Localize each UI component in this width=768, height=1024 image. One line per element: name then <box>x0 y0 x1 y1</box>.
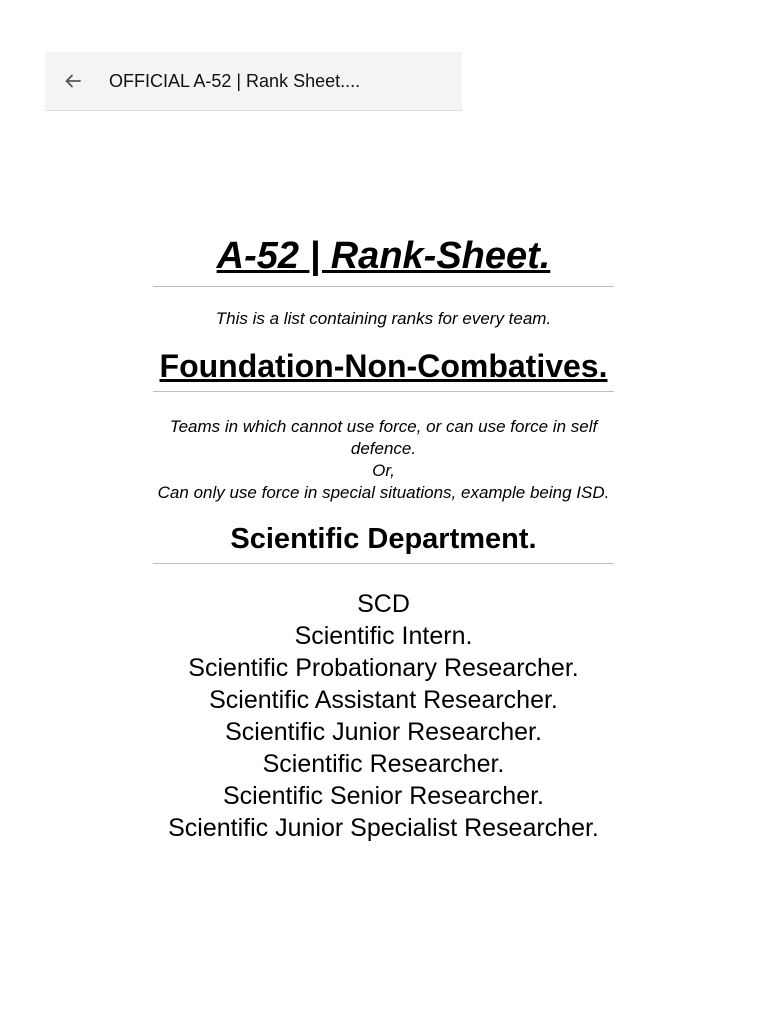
divider <box>153 286 614 287</box>
viewer-header <box>45 52 462 111</box>
description-line: Teams in which cannot use force, or can use force in self defence. <box>169 417 598 458</box>
rank-item: Scientific Junior Researcher. <box>225 718 542 746</box>
rank-item: SCD <box>357 590 410 618</box>
rank-item: Scientific Researcher. <box>262 750 505 778</box>
back-button[interactable] <box>45 52 101 111</box>
description-line: Or, <box>372 461 395 480</box>
rank-item: Scientific Assistant Researcher. <box>209 686 558 714</box>
rank-item: Scientific Senior Researcher. <box>223 782 544 810</box>
rank-item: Scientific Probationary Researcher. <box>188 654 579 682</box>
divider <box>153 391 614 392</box>
arrow-left-icon <box>63 71 83 91</box>
rank-list <box>153 588 614 844</box>
page-title: A-52 | Rank-Sheet. <box>216 235 551 277</box>
document-name: OFFICIAL A-52 | Rank Sheet.... <box>109 70 361 91</box>
department-title: Scientific Department. <box>230 523 537 555</box>
intro-text: This is a list containing ranks for every team. <box>215 309 552 328</box>
description-line: Can only use force in special situations, example being ISD. <box>157 483 610 502</box>
divider <box>153 563 614 564</box>
document-page <box>153 230 614 844</box>
rank-item: Scientific Intern. <box>294 622 473 650</box>
rank-item: Scientific Junior Specialist Researcher. <box>168 814 599 842</box>
section-title: Foundation-Non-Combatives. <box>159 348 608 384</box>
section-description <box>153 416 614 504</box>
